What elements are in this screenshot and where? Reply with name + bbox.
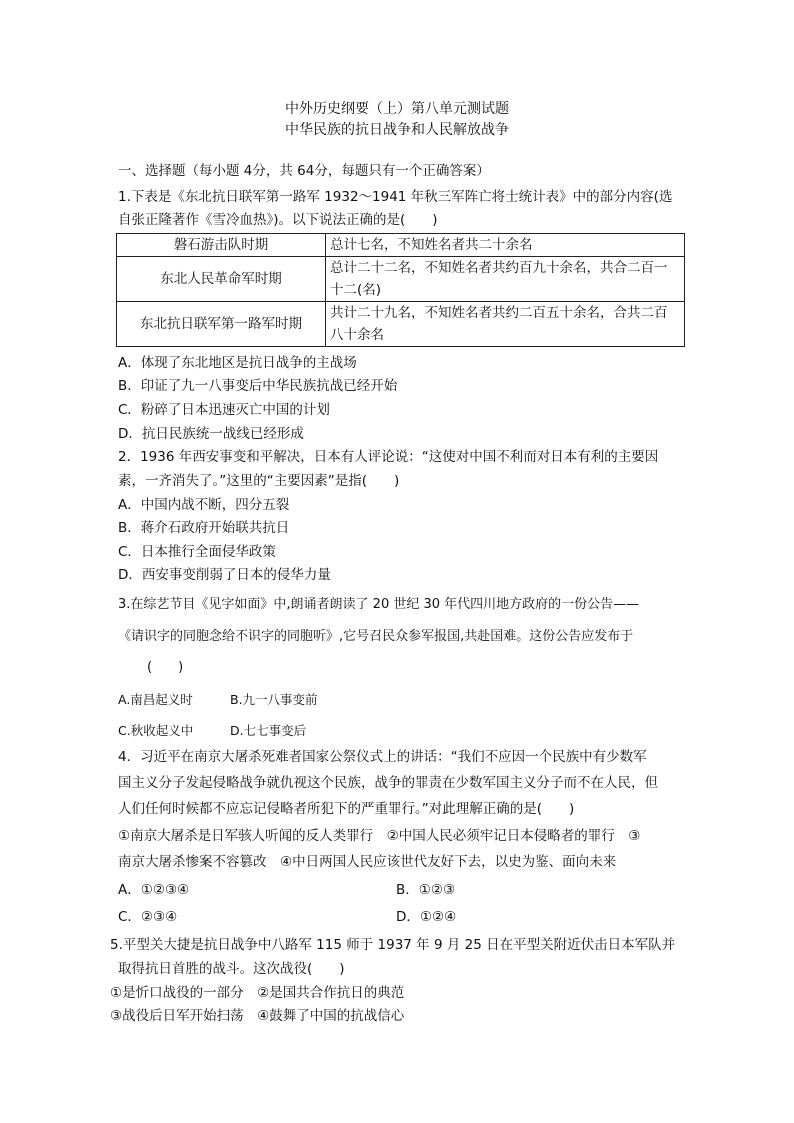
q1-statistics-table xyxy=(116,233,685,347)
table-cell-period: 磐石游击队时期 xyxy=(117,234,326,257)
table-cell-info-line: 总计二十二名，不知姓名者共约百九十余名，共合二百一 xyxy=(330,260,668,276)
q4-stem-line2: 国主义分子发起侵略战争就仇视这个民族，战争的罪责在少数军国主义分子而不在人民，但 xyxy=(118,775,658,791)
table-row xyxy=(117,257,685,302)
page-subtitle: 中华民族的抗日战争和人民解放战争 xyxy=(285,122,509,138)
q3-stem-line3: ( ) xyxy=(147,660,184,675)
table-cell-period: 东北人民革命军时期 xyxy=(117,257,326,302)
table-cell-info-line: 十二(名) xyxy=(330,282,382,298)
q1-stem-line2: 自张正隆著作《雪冷血热》)。以下说法正确的是( ) xyxy=(118,212,438,228)
table-row xyxy=(117,302,685,347)
q4-items-line2: 南京大屠杀惨案不容篡改 ④中日两国人民应该世代友好下去，以史为鉴、面向未来 xyxy=(118,854,617,870)
q5-stem-line1: 5.平型关大捷是抗日战争中八路军 115 师于 1937 年 9 月 25 日在平型关附近伏击日本军队并 xyxy=(110,937,676,953)
q5-items-line2: ③战役后日军开始扫荡 ④鼓舞了中国的抗战信心 xyxy=(110,1008,405,1024)
table-cell-info xyxy=(326,234,685,257)
q3-option-c: C.秋收起义中 xyxy=(118,723,194,738)
q3-stem-line1: 3.在综艺节目《见字如面》中,朗诵者朗读了 20 世纪 30 年代四川地方政府的一份公告—— xyxy=(118,597,640,612)
q3-stem-line2: 《请识字的同胞念给不识字的同胞听》,它号召民众参军报国,共赴国难。这份公告应发布于 xyxy=(118,629,634,644)
q1-option-a: A．体现了东北地区是抗日战争的主战场 xyxy=(118,355,357,371)
q3-option-d: D.七七事变后 xyxy=(230,723,307,738)
q2-option-d: D．西安事变削弱了日本的侵华力量 xyxy=(118,567,331,583)
table-cell-info xyxy=(326,257,685,302)
q4-stem-line1: 4．习近平在南京大屠杀死难者国家公祭仪式上的讲话：“我们不应因一个民族中有少数军 xyxy=(118,749,647,765)
q1-option-d: D．抗日民族统一战线已经形成 xyxy=(118,426,304,442)
table-cell-info-line: 共计二十九名，不知姓名者共约二百五十余名，合共二百 xyxy=(330,305,668,321)
table-cell-period: 东北抗日联军第一路军时期 xyxy=(117,302,326,347)
table-cell-info-line: 八十余名 xyxy=(330,327,384,343)
q3-option-b: B.九一八事变前 xyxy=(230,692,318,707)
q4-option-a: A．①②③④ xyxy=(118,882,190,898)
q2-option-c: C．日本推行全面侵华政策 xyxy=(118,544,276,560)
q4-stem-line3: 人们任何时候都不应忘记侵略者所犯下的严重罪行。”对此理解正确的是( ) xyxy=(118,801,575,817)
table-cell-info xyxy=(326,302,685,347)
q1-stem-line1: 1.下表是《东北抗日联军第一路军 1932～1941 年秋三军阵亡将士统计表》中的部分内容(选 xyxy=(118,189,673,205)
q1-option-b: B．印证了九一八事变后中华民族抗战已经开始 xyxy=(118,378,398,394)
q4-items-line1: ①南京大屠杀是日军骇人听闻的反人类罪行 ②中国人民必须牢记日本侵略者的罪行 ③ xyxy=(118,828,641,844)
q2-option-a: A．中国内战不断，四分五裂 xyxy=(118,497,290,513)
table-row xyxy=(117,234,685,257)
table-cell-info-line: 总计七名，不知姓名者共二十余名 xyxy=(330,237,533,253)
q4-option-c: C．②③④ xyxy=(118,909,178,925)
q4-option-b: B．①②③ xyxy=(396,882,456,898)
q5-items-line1: ①是忻口战役的一部分 ②是国共合作抗日的典范 xyxy=(110,985,405,1001)
q5-stem-line2: 取得抗日首胜的战斗。这次战役( ) xyxy=(118,961,345,977)
q2-stem-line1: 2．1936 年西安事变和平解决，日本有人评论说：“这使对中国不利而对日本有利的主要因 xyxy=(118,449,659,465)
section-heading: 一、选择题（每小题 4分，共 64分，每题只有一个正确答案） xyxy=(118,163,490,179)
page-title: 中外历史纲要（上）第八单元测试题 xyxy=(285,101,509,117)
q1-option-c: C．粉碎了日本迅速灭亡中国的计划 xyxy=(118,402,330,418)
q3-option-a: A.南昌起义时 xyxy=(118,692,193,707)
q2-stem-line2: 素，一齐消失了。”这里的“主要因素”是指( ) xyxy=(118,473,400,489)
q4-option-d: D．①②④ xyxy=(396,909,457,925)
q2-option-b: B．蒋介石政府开始联共抗日 xyxy=(118,520,290,536)
